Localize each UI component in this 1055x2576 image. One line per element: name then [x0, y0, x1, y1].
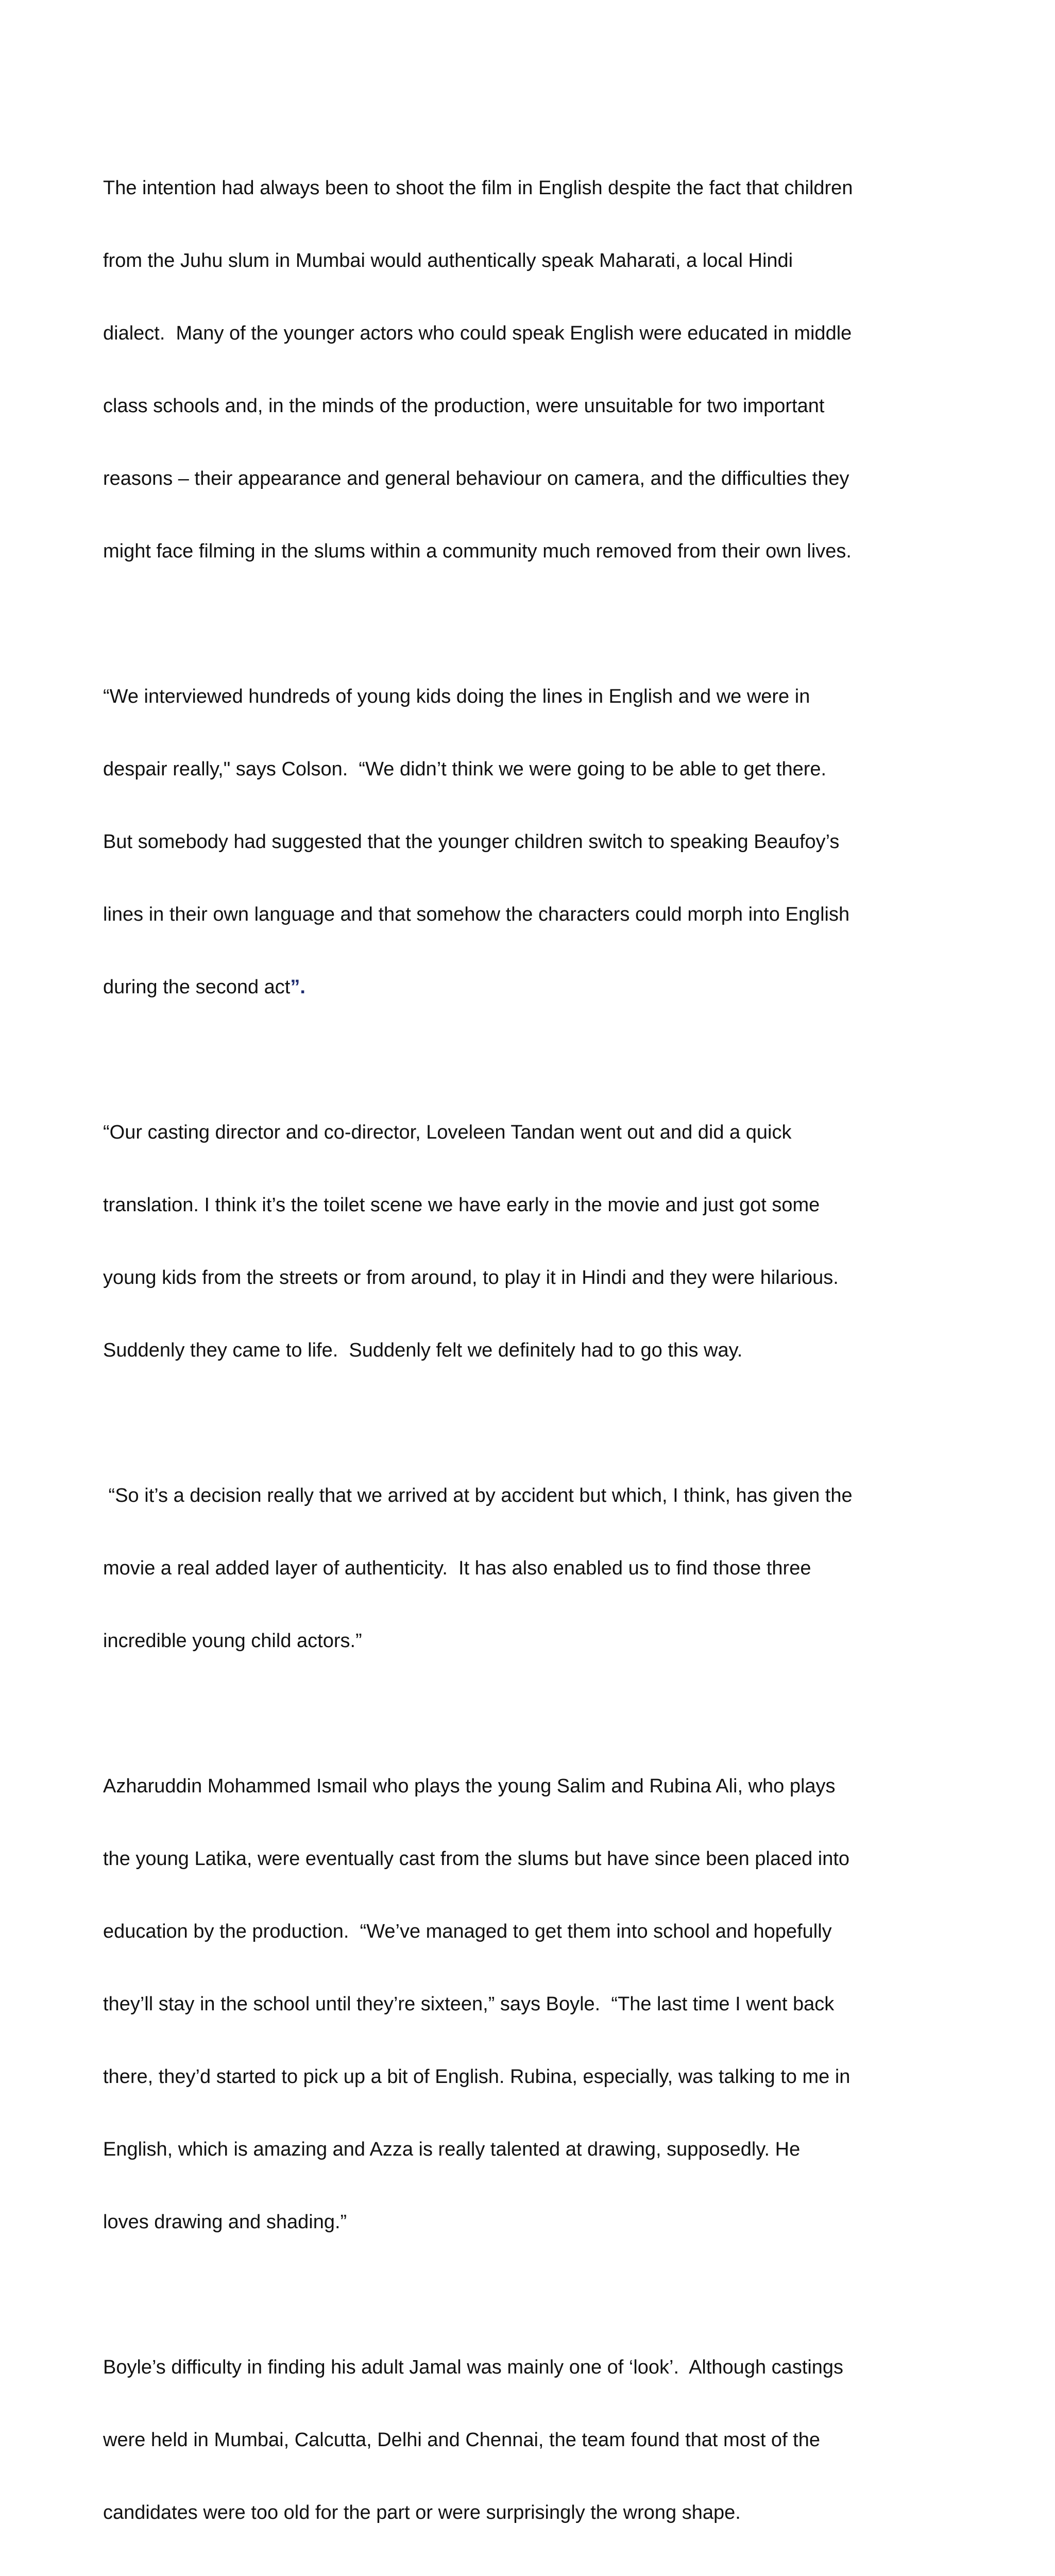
- text-line: English, which is amazing and Azza is really talented at drawing, supposedly. He: [103, 2139, 801, 2160]
- emphasized-quote-mark: ”.: [290, 976, 305, 998]
- text-line: “We interviewed hundreds of young kids doing the lines in English and we were in: [103, 686, 810, 707]
- text-line: Azharuddin Mohammed Ismail who plays the young Salim and Rubina Ali, who plays: [103, 1775, 836, 1797]
- text-line: lines in their own language and that somehow the characters could morph into English: [103, 904, 850, 925]
- text-line: “So it’s a decision really that we arrived at by accident but which, I think, has given the: [103, 1485, 853, 1506]
- text-line: might face filming in the slums within a community much removed from their own lives.: [103, 540, 852, 562]
- text-line: class schools and, in the minds of the production, were unsuitable for two important: [103, 395, 825, 417]
- text-line: young kids from the streets or from around, to play it in Hindi and they were hilarious.: [103, 1267, 839, 1289]
- document-page: [103, 128, 944, 2576]
- paragraph-6: [103, 2307, 944, 2573]
- text-line: education by the production. “We’ve managed to get them into school and hopefully: [103, 1921, 832, 1942]
- text-run: during the second act: [103, 976, 291, 998]
- text-line: The intention had always been to shoot the film in English despite the fact that children: [103, 177, 853, 199]
- paragraph-1: [103, 128, 944, 612]
- text-line: there, they’d started to pick up a bit of English. Rubina, especially, was talking to me in: [103, 2066, 850, 2088]
- text-line: dialect. Many of the younger actors who could speak English were educated in middle: [103, 323, 852, 344]
- text-line: the young Latika, were eventually cast from the slums but have since been placed into: [103, 1848, 850, 1870]
- text-line: from the Juhu slum in Mumbai would authentically speak Maharati, a local Hindi: [103, 250, 793, 272]
- text-line: movie a real added layer of authenticity. It has also enabled us to find those three: [103, 1557, 811, 1579]
- text-line: Boyle’s difficulty in finding his adult Jamal was mainly one of ‘look’. Although castings: [103, 2357, 844, 2378]
- text-line: reasons – their appearance and general behaviour on camera, and the difficulties they: [103, 468, 849, 489]
- text-line: translation. I think it’s the toilet scene we have early in the movie and just got some: [103, 1194, 820, 1216]
- text-line: candidates were too old for the part or were surprisingly the wrong shape.: [103, 2502, 741, 2523]
- text-line: [103, 975, 944, 999]
- text-line: Suddenly they came to life. Suddenly felt we definitely had to go this way.: [103, 1340, 743, 1361]
- text-line: “Our casting director and co-director, Loveleen Tandan went out and did a quick: [103, 1122, 792, 1143]
- text-line: But somebody had suggested that the younger children switch to speaking Beaufoy’s: [103, 831, 840, 853]
- paragraph-2: [103, 636, 944, 1048]
- text-line: were held in Mumbai, Calcutta, Delhi and Chennai, the team found that most of the: [103, 2429, 821, 2451]
- text-line: incredible young child actors.”: [103, 1630, 362, 1652]
- paragraph-4: [103, 1435, 944, 1702]
- paragraph-3: [103, 1072, 944, 1411]
- text-line: they’ll stay in the school until they’re sixteen,” says Boyle. “The last time I went back: [103, 1993, 835, 2015]
- paragraph-5: [103, 1726, 944, 2283]
- text-line: despair really," says Colson. “We didn’t think we were going to be able to get there.: [103, 758, 827, 780]
- text-line: loves drawing and shading.”: [103, 2211, 347, 2233]
